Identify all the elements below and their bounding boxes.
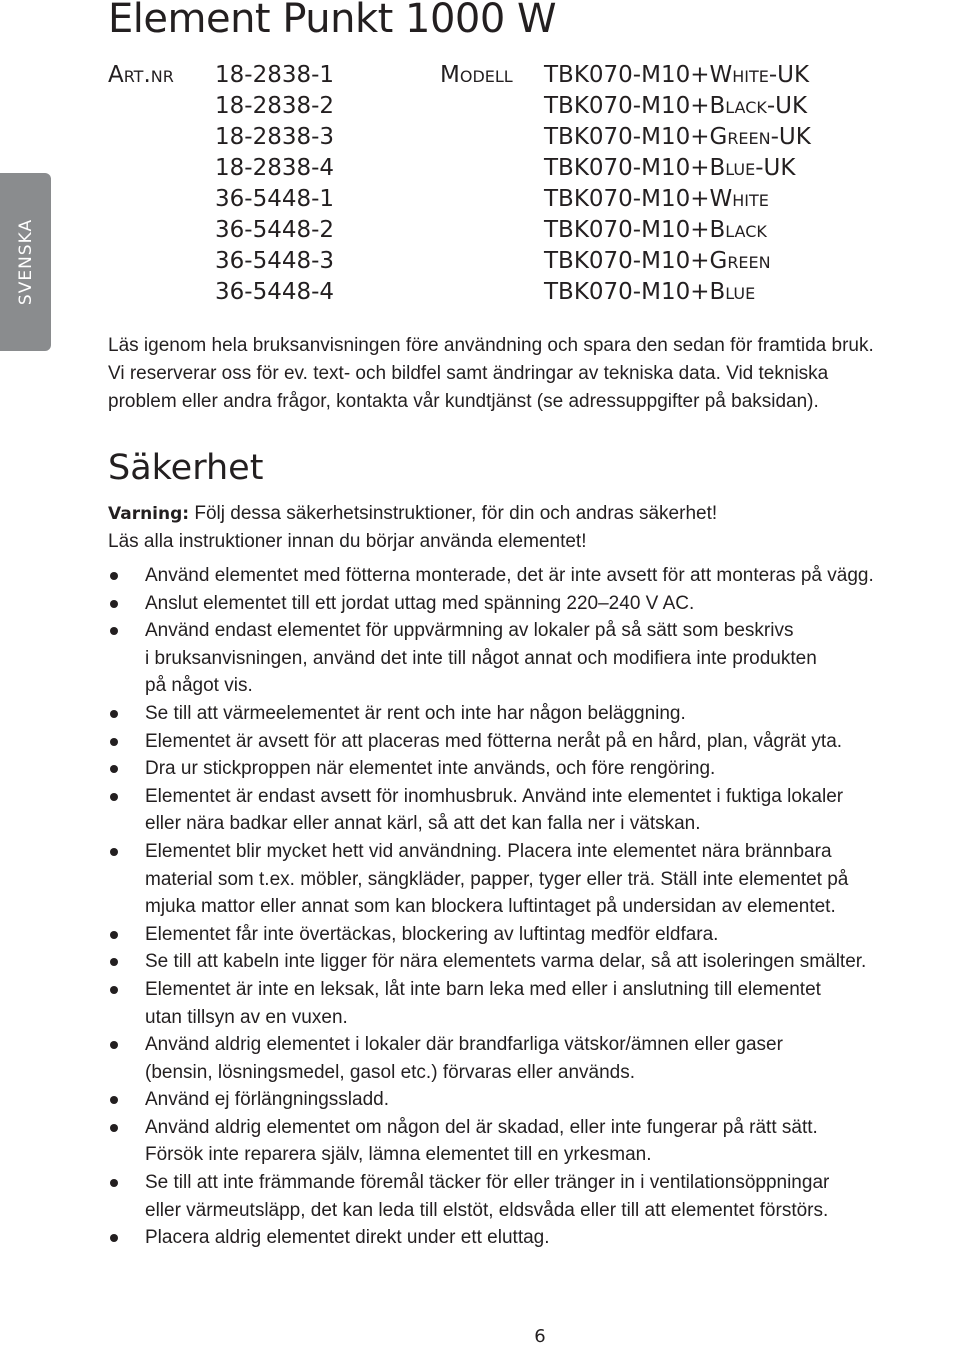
bullet-line: Elementet blir mycket hett vid användning. Placera inte elementet nära brännbara <box>145 840 832 862</box>
safety-bullet-item <box>108 617 960 700</box>
intro-line: Vi reserverar oss för ev. text- och bildfel samt ändringar av tekniska data. Vid tekniska <box>108 363 829 384</box>
art-nr-value: 18-2838-3 <box>215 124 335 150</box>
safety-bullet-item <box>108 1169 960 1224</box>
bullet-line: (bensin, lösningsmedel, gasol etc.) förvaras eller används. <box>145 1061 636 1083</box>
warning-line-2: Läs alla instruktioner innan du börjar använda elementet! <box>108 531 587 552</box>
bullet-line: Elementet är avsett för att placeras med fötterna neråt på en hård, plan, vågrät yta. <box>145 730 843 752</box>
model-value: TBK070-M10+Blue-UK <box>544 155 796 181</box>
intro-line: Läs igenom hela bruksanvisningen före användning och spara den sedan för framtida bruk. <box>108 335 874 356</box>
bullet-line: Försök inte reparera själv, lämna elementet till en yrkesman. <box>145 1144 652 1166</box>
bullet-line: Elementet är inte en leksak, låt inte barn leka med eller i anslutning till elementet <box>145 978 821 1000</box>
bullet-line: eller nära badkar eller annat kärl, så att det kan falla ner i vätskan. <box>145 813 701 835</box>
safety-bullet-item <box>108 783 960 838</box>
model-value: TBK070-M10+Green-UK <box>544 124 811 150</box>
safety-bullet-item <box>108 838 960 921</box>
bullet-line: utan tillsyn av en vuxen. <box>145 1006 348 1028</box>
bullet-line: Dra ur stickproppen när elementet inte används, och före rengöring. <box>145 758 716 780</box>
bullet-line: Använd aldrig elementet om någon del är skadad, eller inte fungerar på rätt sätt. <box>145 1116 818 1138</box>
bullet-line: Använd aldrig elementet i lokaler där brandfarliga vätskor/ämnen eller gaser <box>145 1034 783 1056</box>
warning-label: Varning: <box>108 504 190 524</box>
bullet-line: Anslut elementet till ett jordat uttag med spänning 220–240 V AC. <box>145 592 695 614</box>
art-nr-value: 36-5448-3 <box>215 248 335 274</box>
safety-bullet-item <box>108 1224 960 1252</box>
bullet-line: material som t.ex. möbler, sängkläder, papper, tyger eller trä. Ställ inte elementet på <box>145 868 849 890</box>
art-nr-value: 36-5448-2 <box>215 217 335 243</box>
intro-line: problem eller andra frågor, kontakta vår kundtjänst (se adressuppgifter på baksidan). <box>108 391 819 412</box>
model-value: TBK070-M10+Green <box>544 248 771 274</box>
safety-bullet-item <box>108 948 960 976</box>
safety-bullet-list <box>108 562 960 1252</box>
bullet-line: Elementet får inte övertäckas, blockering av luftintag medför eldfara. <box>145 923 719 945</box>
art-nr-value: 36-5448-1 <box>215 186 335 212</box>
model-value: TBK070-M10+Blue <box>544 279 756 305</box>
safety-bullet-item <box>108 1031 960 1086</box>
bullet-line: Elementet är endast avsett för inomhusbruk. Använd inte elementet i fuktiga lokaler <box>145 785 844 807</box>
model-value: TBK070-M10+Black <box>544 217 767 243</box>
art-nr-value: 36-5448-4 <box>215 279 335 305</box>
safety-bullet-item <box>108 700 960 728</box>
model-label: Modell <box>440 62 513 88</box>
art-nr-label: Art.nr <box>108 62 174 88</box>
language-side-tab <box>0 173 51 351</box>
model-value: TBK070-M10+White <box>544 186 769 212</box>
bullet-line: Se till att kabeln inte ligger för nära elementets varma delar, så att isoleringen smälter. <box>145 951 867 973</box>
safety-bullet-item <box>108 728 960 756</box>
safety-bullet-item <box>108 562 960 590</box>
safety-bullet-item <box>108 755 960 783</box>
page-number: 6 <box>534 1326 546 1347</box>
bullet-line: Använd endast elementet för uppvärmning av lokaler på så sätt som beskrivs <box>145 620 794 642</box>
art-nr-value: 18-2838-1 <box>215 62 335 88</box>
safety-bullet-item <box>108 921 960 949</box>
art-nr-value: 18-2838-4 <box>215 155 335 181</box>
safety-bullet-item <box>108 976 960 1031</box>
safety-bullet-item <box>108 590 960 618</box>
page-title: Element Punkt 1000 W <box>108 0 557 42</box>
warning-text: Följ dessa säkerhetsinstruktioner, för din och andras säkerhet! <box>189 503 718 524</box>
safety-bullet-item <box>108 1086 960 1114</box>
model-value: TBK070-M10+White-UK <box>544 62 810 88</box>
bullet-line: eller värmeutsläpp, det kan leda till elstöt, eldsvåda eller till att elementet förstörs. <box>145 1199 829 1221</box>
language-label: SVENSKA <box>15 218 36 306</box>
warning-block <box>108 500 717 556</box>
bullet-line: Placera aldrig elementet direkt under ett eluttag. <box>145 1227 550 1249</box>
art-nr-value: 18-2838-2 <box>215 93 335 119</box>
bullet-line: Se till att värmeelementet är rent och inte har någon beläggning. <box>145 702 686 724</box>
bullet-line: Använd elementet med fötterna monterade, det är inte avsett för att monteras på vägg. <box>145 565 874 586</box>
bullet-line: Se till att inte främmande föremål täcker för eller tränger in i ventilationsöppningar <box>145 1172 830 1194</box>
safety-bullet-item <box>108 1114 960 1169</box>
model-value: TBK070-M10+Black-UK <box>544 93 808 119</box>
warning-line <box>108 500 717 528</box>
bullet-line: Använd ej förlängningssladd. <box>145 1089 390 1111</box>
bullet-line: i bruksanvisningen, använd det inte till något annat och modifiera inte produkten <box>145 647 817 669</box>
bullet-line: mjuka mattor eller annat som kan blockera luftintaget på undersidan av elementet. <box>145 896 836 918</box>
section-heading-safety: Säkerhet <box>108 448 264 488</box>
intro-paragraph <box>108 332 948 416</box>
bullet-line: på något vis. <box>145 675 253 697</box>
